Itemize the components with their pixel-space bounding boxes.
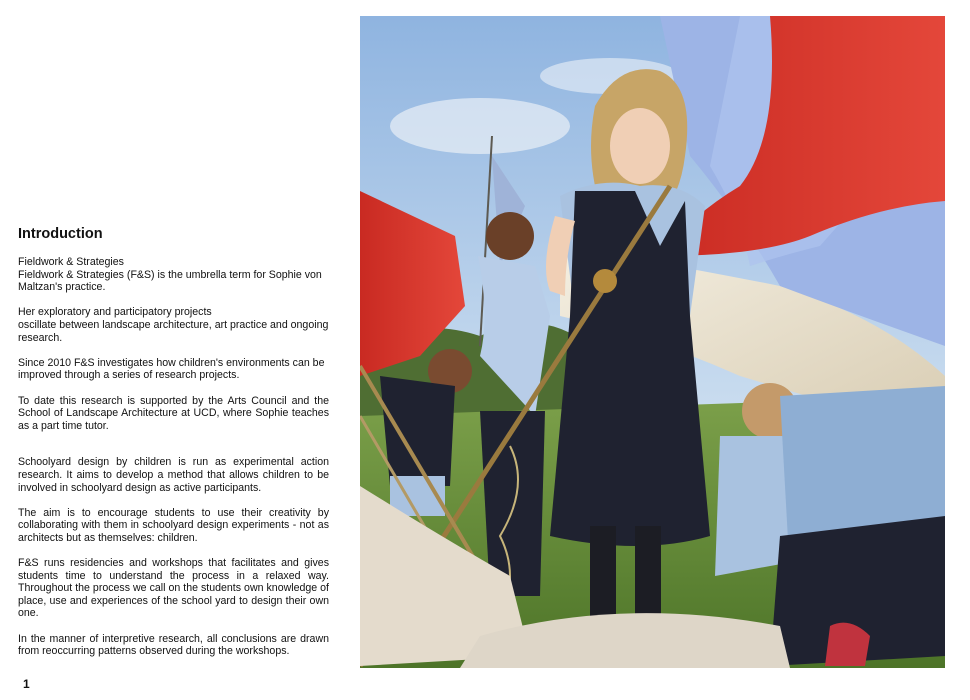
paragraph-text: oscillate between landscape architecture, art practice and ongoing research. <box>18 318 329 344</box>
subtitle-text: Fieldwork & Strategies <box>18 256 124 268</box>
intro-paragraph-8: In the manner of interpretive research, all conclusions are drawn from reoccurring patterns observed during the workshops. <box>18 632 329 658</box>
paragraph-text: Her exploratory and participatory projects <box>18 306 212 319</box>
intro-paragraph-4: To date this research is supported by the Arts Council and the School of Landscape Architecture at UCD, where Sophie teaches as a part time tutor. <box>18 394 329 432</box>
paragraph-text: Fieldwork & Strategies (F&S) is the umbrella term for Sophie von Maltzan's practice. <box>18 268 322 294</box>
page-heading: Introduction <box>18 226 103 242</box>
page-number: 1 <box>23 677 30 691</box>
introduction-text-column <box>18 226 329 670</box>
children-tent-photo <box>360 16 945 668</box>
intro-paragraph-7: F&S runs residencies and workshops that facilitates and gives students time to understand the process in a relaxed way. Throughout the process we call on the students own knowledge of place, use and experiences of the school yard to design their own one. <box>18 557 329 620</box>
intro-paragraph-3: Since 2010 F&S investigates how children's environments can be improved through a series of research projects. <box>18 356 325 382</box>
intro-paragraph-1 <box>18 256 329 294</box>
intro-paragraph-5: Schoolyard design by children is run as experimental action research. It aims to develop a method that allows children to be involved in schoolyard design as active participants. <box>18 456 329 494</box>
intro-paragraph-2 <box>18 306 329 344</box>
intro-paragraph-6: The aim is to encourage students to use their creativity by collaborating with them in schoolyard design experiments - not as architects but as themselves: children. <box>18 506 329 544</box>
